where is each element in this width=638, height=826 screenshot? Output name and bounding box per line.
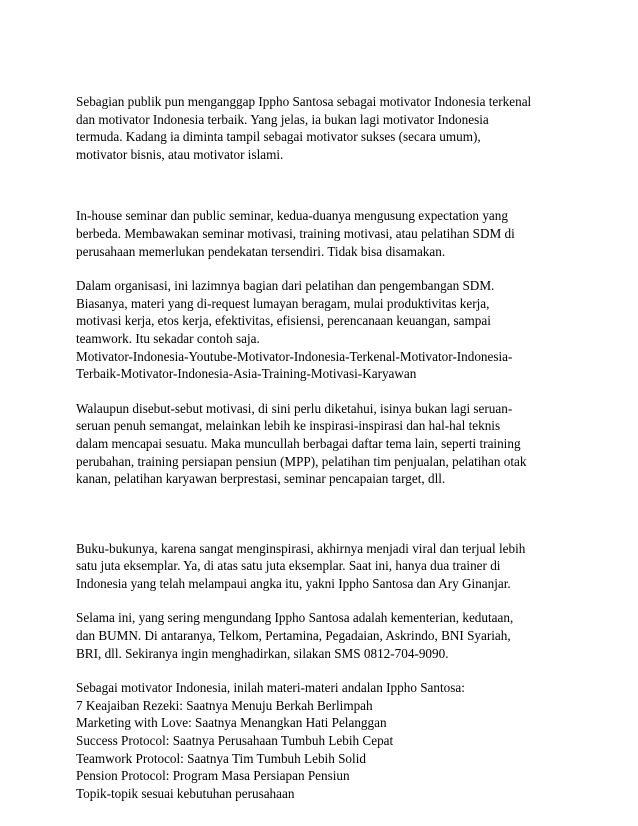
text-line: Terbaik-Motivator-Indonesia-Asia-Training-Motivasi-Karyawan	[76, 366, 417, 382]
list-item: 7 Keajaiban Rezeki: Saatnya Menuju Berkah Berlimpah	[76, 697, 373, 713]
spacer	[76, 488, 576, 540]
list-item: Topik-topik sesuai kebutuhan perusahaan	[76, 785, 295, 801]
list-item: Marketing with Love: Saatnya Menangkan Hati Pelanggan	[76, 715, 387, 731]
text-line: Sebagian publik pun menganggap Ippho Santosa sebagai motivator Indonesia terkenal	[76, 94, 532, 109]
text-line: dan motivator Indonesia terbaik. Yang jelas, ia bukan lagi motivator Indonesia	[76, 111, 489, 127]
text-line: Dalam organisasi, ini lazimnya bagian dari pelatihan dan pengembangan SDM.	[76, 278, 495, 294]
paragraph-organisasi	[76, 277, 576, 383]
text-line: motivator bisnis, atau motivator islami.	[76, 146, 284, 162]
paragraph-intro	[76, 93, 576, 163]
text-line: BRI, dll. Sekiranya ingin menghadirkan, silakan SMS 0812-704-9090.	[76, 645, 449, 661]
text-line: seruan penuh semangat, melainkan lebih ke inspirasi-inspirasi dan hal-hal teknis	[76, 418, 501, 434]
spacer	[76, 383, 576, 400]
text-line: Biasanya, materi yang di-request lumayan beragam, mulai produktivitas kerja,	[76, 295, 490, 311]
document-body	[76, 93, 576, 802]
list-item: Success Protocol: Saatnya Perusahaan Tumbuh Lebih Cepat	[76, 733, 394, 749]
text-line: In-house seminar dan public seminar, kedua-duanya mengusung expectation yang	[76, 208, 508, 224]
spacer	[76, 662, 576, 679]
paragraph-walaupun	[76, 400, 576, 488]
text-line: Indonesia yang telah melampaui angka itu, yakni Ippho Santosa dan Ary Ginanjar.	[76, 575, 511, 591]
text-line: Walaupun disebut-sebut motivasi, di sini perlu diketahui, isinya bukan lagi seruan-	[76, 400, 513, 416]
text-line: dalam mencapai sesuatu. Maka muncullah berbagai daftar tema lain, seperti training	[76, 435, 521, 451]
text-line: kanan, pelatihan karyawan berprestasi, seminar pencapaian target, dll.	[76, 471, 446, 487]
paragraph-klien	[76, 609, 576, 662]
list-item: Pension Protocol: Program Masa Persiapan Pensiun	[76, 768, 350, 784]
spacer	[76, 592, 576, 609]
list-item: Teamwork Protocol: Saatnya Tim Tumbuh Lebih Solid	[76, 750, 366, 766]
text-line: motivasi kerja, etos kerja, efektivitas, efisiensi, perencanaan keuangan, sampai	[76, 313, 491, 329]
paragraph-buku	[76, 540, 576, 593]
paragraph-seminar	[76, 207, 576, 260]
text-line: Selama ini, yang sering mengundang Ippho Santosa adalah kementerian, kedutaan,	[76, 610, 514, 626]
paragraph-materi	[76, 679, 576, 802]
spacer	[76, 260, 576, 277]
text-line: berbeda. Membawakan seminar motivasi, training motivasi, atau pelatihan SDM di	[76, 225, 515, 241]
text-line: perusahaan memerlukan pendekatan tersendiri. Tidak bisa disamakan.	[76, 243, 446, 259]
text-line: perubahan, training persiapan pensiun (MPP), pelatihan tim penjualan, pelatihan otak	[76, 453, 527, 469]
text-line: Sebagai motivator Indonesia, inilah materi-materi andalan Ippho Santosa:	[76, 680, 465, 696]
spacer	[76, 163, 576, 207]
text-line: Buku-bukunya, karena sangat menginspirasi, akhirnya menjadi viral dan terjual lebih	[76, 540, 526, 556]
text-line: termuda. Kadang ia diminta tampil sebagai motivator sukses (secara umum),	[76, 129, 481, 145]
text-line: dan BUMN. Di antaranya, Telkom, Pertamina, Pegadaian, Askrindo, BNI Syariah,	[76, 628, 511, 644]
text-line: Motivator-Indonesia-Youtube-Motivator-Indonesia-Terkenal-Motivator-Indonesia-	[76, 348, 513, 364]
text-line: teamwork. Itu sekadar contoh saja.	[76, 330, 260, 346]
text-line: satu juta eksemplar. Ya, di atas satu juta eksemplar. Saat ini, hanya dua trainer di	[76, 558, 501, 574]
